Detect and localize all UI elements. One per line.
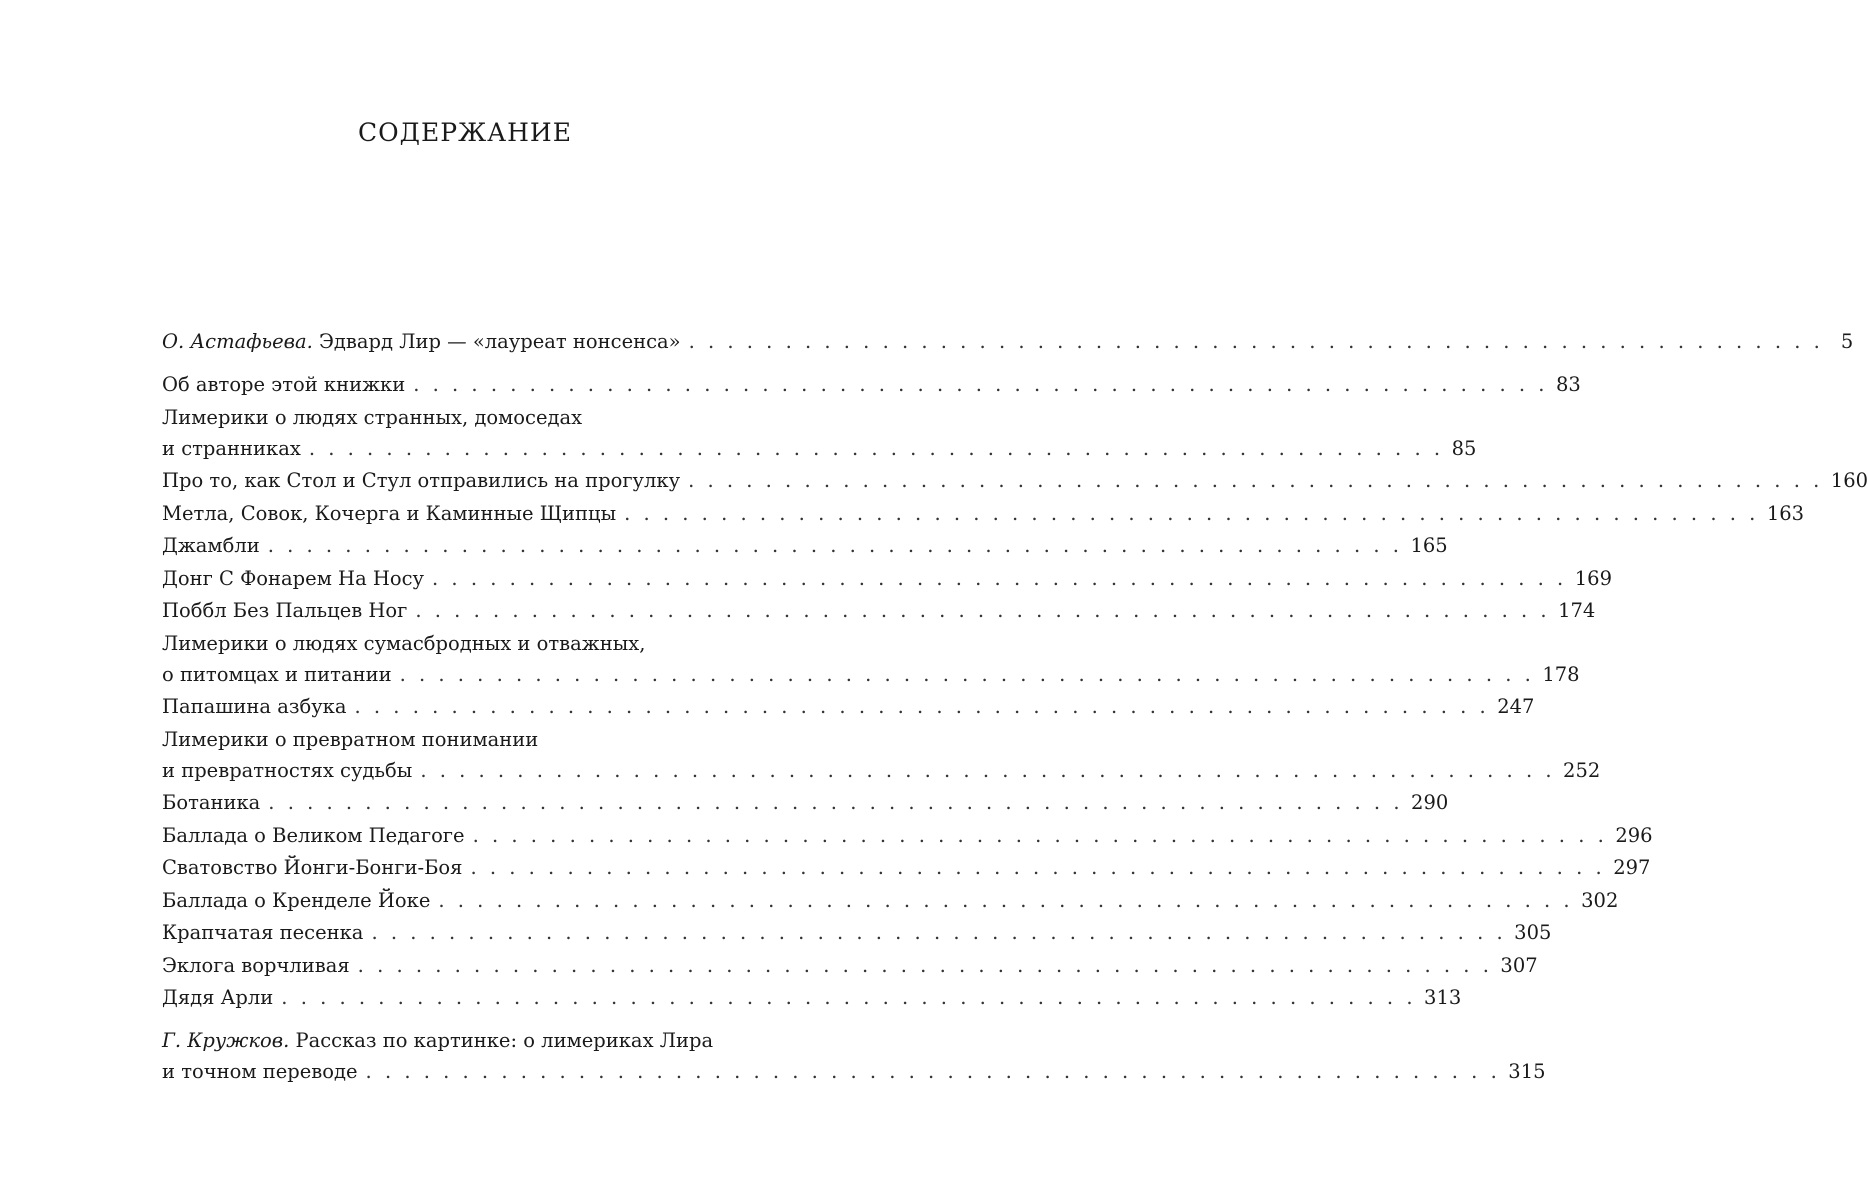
toc-entry[interactable]: [162, 787, 1449, 818]
toc-entry[interactable]: [162, 852, 1651, 883]
toc-entry-title-cont: о питомцах и питании: [162, 662, 392, 686]
dot-leader: . . . . . . . . . . . . . . . . . . . . . . . . . . . . . . . . . . . . . . . . . . . . . . . . . . . . . . . . . . .: [470, 856, 1606, 879]
toc-page-number: 305: [1514, 921, 1552, 944]
toc-page-number: 83: [1555, 373, 1581, 396]
dot-leader: . . . . . . . . . . . . . . . . . . . . . . . . . . . . . . . . . . . . . . . . . . . . . . . . . . . . . . . . . . .: [438, 888, 1574, 912]
toc-entry-title: Лимерики о людях сумасбродных и отважных,: [162, 631, 646, 655]
toc-page-number: 247: [1497, 695, 1535, 718]
dot-leader: . . . . . . . . . . . . . . . . . . . . . . . . . . . . . . . . . . . . . . . . . . . . . . . . . . . . . . . . . . .: [267, 534, 1403, 557]
toc-entry-title: Ботаника: [162, 791, 261, 814]
dot-leader: . . . . . . . . . . . . . . . . . . . . . . . . . . . . . . . . . . . . . . . . . . . . . . . . . . . . . . . . . . .: [415, 599, 1551, 622]
dot-leader: . . . . . . . . . . . . . . . . . . . . . . . . . . . . . . . . . . . . . . . . . . . . . . . . . . . . . . . . . . .: [624, 501, 1759, 525]
page-title: СОДЕРЖАНИЕ: [358, 118, 572, 147]
toc-entry-title: Про то, как Стол и Стул отправились на прогулку: [162, 469, 681, 492]
toc-entry[interactable]: [162, 820, 1653, 851]
toc-entry-title: Лимерики о превратном понимании: [162, 727, 539, 751]
toc-page-number: 315: [1508, 1060, 1546, 1083]
toc-page-number: 163: [1766, 501, 1805, 525]
dot-leader: . . . . . . . . . . . . . . . . . . . . . . . . . . . . . . . . . . . . . . . . . . . . . . . . . . . . . . . . . . .: [399, 662, 1535, 686]
toc-entry-title: Об авторе этой книжки: [162, 373, 406, 396]
toc-entry-title-cont: и странниках: [162, 436, 301, 460]
dot-leader: . . . . . . . . . . . . . . . . . . . . . . . . . . . . . . . . . . . . . . . . . . . . . . . . . . . . . . . . . . .: [357, 953, 1493, 977]
toc-entry[interactable]: [162, 724, 1601, 786]
toc-entry-title: Сватовство Йонги-Бонги-Боя: [162, 856, 463, 879]
toc-entry-title: Баллада о Кренделе Йоке: [162, 888, 431, 912]
toc-entry-title: Дядя Арли: [162, 986, 274, 1009]
toc-entry[interactable]: [162, 982, 1462, 1013]
toc-page-number: 5: [1840, 330, 1854, 353]
toc-page-number: 85: [1451, 436, 1477, 460]
toc-entry-title: Папашина азбука: [162, 695, 347, 718]
dot-leader: . . . . . . . . . . . . . . . . . . . . . . . . . . . . . . . . . . . . . . . . . . . . . . . . . . . . . . . . . . .: [371, 921, 1507, 944]
toc-page-number: 307: [1500, 953, 1538, 977]
toc-page-number: 160: [1830, 469, 1868, 492]
dot-leader: . . . . . . . . . . . . . . . . . . . . . . . . . . . . . . . . . . . . . . . . . . . . . . . . . . . . . . . . . . .: [308, 436, 1444, 460]
dot-leader: . . . . . . . . . . . . . . . . . . . . . . . . . . . . . . . . . . . . . . . . . . . . . . . . . . . . . . . . . . .: [354, 695, 1490, 718]
toc-entry[interactable]: [162, 885, 1619, 916]
dot-leader: . . . . . . . . . . . . . . . . . . . . . . . . . . . . . . . . . . . . . . . . . . . . . . . . . . . . . . . . . . .: [281, 986, 1417, 1009]
toc-entry-title: Метла, Совок, Кочерга и Каминные Щипцы: [162, 501, 617, 525]
toc-entry-title: Джамбли: [162, 534, 260, 557]
dot-leader: . . . . . . . . . . . . . . . . . . . . . . . . . . . . . . . . . . . . . . . . . . . . . . . . . . . . . . . . . . .: [688, 469, 1823, 492]
dot-leader: . . . . . . . . . . . . . . . . . . . . . . . . . . . . . . . . . . . . . . . . . . . . . . . . . . . . . . . . . . .: [688, 330, 1824, 353]
dot-leader: . . . . . . . . . . . . . . . . . . . . . . . . . . . . . . . . . . . . . . . . . . . . . . . . . . . . . . . . . . .: [420, 758, 1556, 782]
toc-page-number: 290: [1411, 791, 1449, 814]
toc-entry-title: Баллада о Великом Педагоге: [162, 823, 465, 847]
toc-entry[interactable]: [162, 917, 1552, 948]
toc-entry-title-cont: и точном переводе: [162, 1060, 358, 1083]
toc-entry-title: Донг С Фонарем На Носу: [162, 566, 425, 590]
dot-leader: . . . . . . . . . . . . . . . . . . . . . . . . . . . . . . . . . . . . . . . . . . . . . . . . . . . . . . . . . . .: [365, 1060, 1501, 1083]
toc-page-number: 297: [1613, 856, 1651, 879]
toc-page-number: 302: [1581, 888, 1619, 912]
toc-page-number: 174: [1558, 599, 1596, 622]
toc-page-number: 178: [1542, 662, 1580, 686]
toc-entry[interactable]: [162, 595, 1596, 626]
toc-entry[interactable]: [162, 530, 1448, 561]
toc-entry[interactable]: [162, 950, 1538, 981]
toc-entry-title: Эдвард Лир — «лауреат нонсенса»: [312, 330, 681, 353]
toc-entry-title: Рассказ по картинке: о лимериках Лира: [289, 1029, 714, 1052]
toc-page-number: 296: [1615, 823, 1653, 847]
toc-entry-title: Поббл Без Пальцев Ног: [162, 599, 408, 622]
toc-author: Г. Кружков.: [162, 1029, 290, 1052]
toc-page-number: 169: [1574, 566, 1612, 590]
toc-entry[interactable]: [162, 498, 1805, 529]
table-of-contents: [162, 326, 1868, 1089]
dot-leader: . . . . . . . . . . . . . . . . . . . . . . . . . . . . . . . . . . . . . . . . . . . . . . . . . . . . . . . . . . .: [268, 791, 1404, 814]
toc-entry[interactable]: [162, 369, 1581, 400]
toc-entry[interactable]: [162, 691, 1535, 722]
toc-entry[interactable]: [162, 402, 1477, 464]
toc-entry[interactable]: [162, 465, 1868, 496]
dot-leader: . . . . . . . . . . . . . . . . . . . . . . . . . . . . . . . . . . . . . . . . . . . . . . . . . . . . . . . . . . .: [472, 823, 1608, 847]
toc-entry-title-cont: и превратностях судьбы: [162, 758, 413, 782]
toc-entry[interactable]: [162, 628, 1580, 690]
toc-author: О. Астафьева.: [162, 330, 313, 353]
toc-entry-title: Эклога ворчливая: [162, 953, 350, 977]
toc-entry-astafieva[interactable]: [162, 326, 1854, 357]
toc-entry-title: Лимерики о людях странных, домоседах: [162, 405, 583, 429]
toc-page-number: 165: [1410, 534, 1448, 557]
toc-entry-title: Крапчатая песенка: [162, 921, 364, 944]
dot-leader: . . . . . . . . . . . . . . . . . . . . . . . . . . . . . . . . . . . . . . . . . . . . . . . . . . . . . . . . . . .: [432, 566, 1567, 590]
toc-page-number: 313: [1424, 986, 1462, 1009]
toc-page-number: 252: [1563, 758, 1601, 782]
toc-entry[interactable]: [162, 563, 1612, 594]
toc-entry-kruzhkov[interactable]: [162, 1025, 1546, 1087]
dot-leader: . . . . . . . . . . . . . . . . . . . . . . . . . . . . . . . . . . . . . . . . . . . . . . . . . . . . . . . . . . .: [413, 373, 1548, 396]
